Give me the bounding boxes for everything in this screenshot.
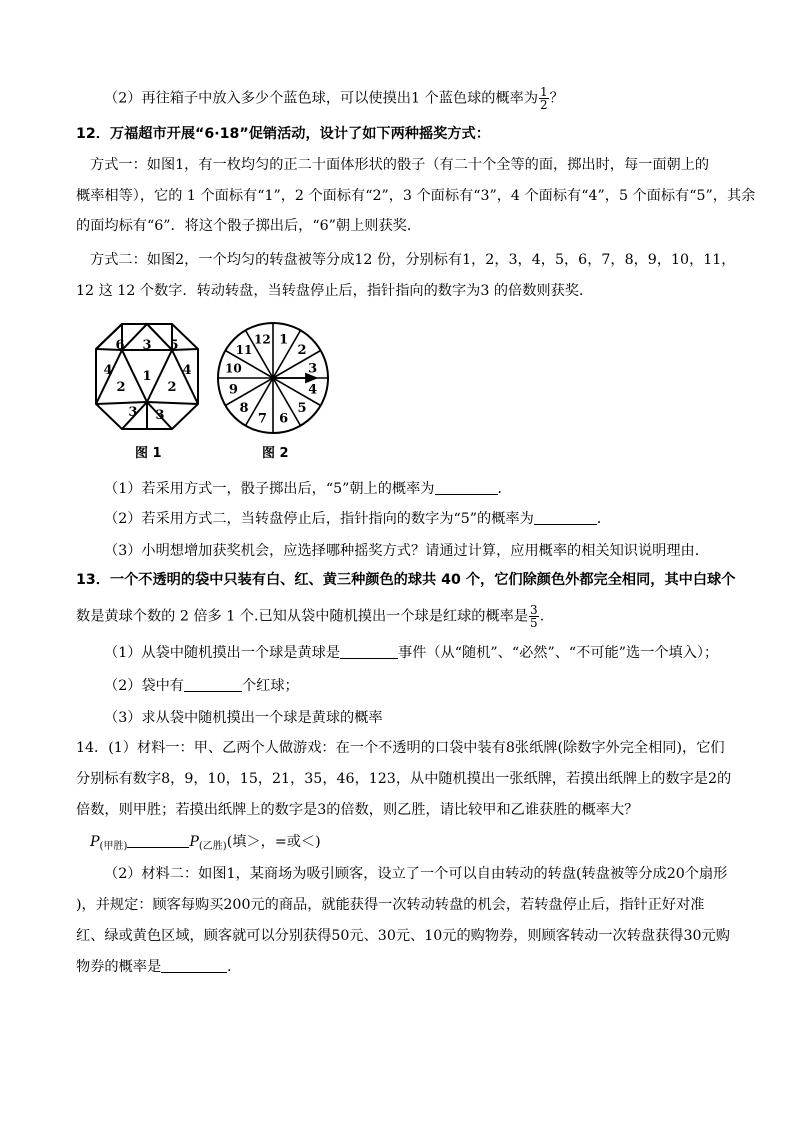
q13-part1-text: （1）从袋中随机摸出一个球是黄球是 — [104, 645, 341, 661]
spinner-number: 12 — [254, 332, 271, 347]
q13-part2-text: （2）袋中有 — [104, 678, 184, 694]
q12-method2-line2: 12 这 12 个数字．转动转盘，当转盘停止后，指针指向的数字为3 的倍数则获奖． — [76, 283, 594, 299]
spinner-number: 3 — [308, 361, 318, 377]
fig1-num: 4 — [103, 363, 113, 378]
q13-part1-end: 事件（从“随机”、“必然”、“不可能”选一个填入）； — [398, 645, 719, 661]
q13-stem2-end: . — [539, 608, 545, 625]
q14-material2-end: ． — [227, 959, 242, 975]
q12-part1-text: （1）若采用方式一，骰子掷出后，“5”朝上的概率为 — [104, 481, 435, 497]
q12-part1-end: ． — [497, 481, 512, 497]
spinner-number: 11 — [235, 343, 253, 357]
spinner-number: 7 — [257, 411, 267, 427]
answer-blank[interactable] — [127, 833, 189, 848]
frac-numerator: 1 — [540, 85, 548, 99]
spinner-number: 8 — [239, 401, 249, 416]
spinner-number: 2 — [297, 343, 307, 358]
spinner-number: 6 — [279, 411, 289, 427]
spinner-number: 9 — [228, 382, 238, 398]
q13-part1 — [104, 643, 718, 663]
fig1-num: 3 — [142, 338, 152, 353]
q14-material2-line2: )，并规定：顾客每购买200元的商品，就能获得一次转动转盘的机会，若转盘停止后，指针正好对准 — [76, 897, 705, 913]
q12-part2-text: （2）若采用方式二，当转盘停止后，指针指向的数字为“5”的概率为 — [104, 511, 534, 527]
fig1-num: 3 — [128, 405, 138, 420]
fraction-three-fifths — [529, 604, 539, 629]
q13-stem-line2 — [76, 604, 544, 629]
q11-part2-line — [104, 86, 564, 111]
fig1-num: 1 — [142, 369, 152, 384]
q12-method1-line2: 概率相等），它的 1 个面标有“1”，2 个面标有“2”，3 个面标有“3”，4 个面标有“4”，5 个面标有“5”，其余 — [76, 188, 756, 204]
p-compare-tail: (填＞，=或＜) — [226, 834, 321, 850]
p-yi-symbol: P — [189, 834, 199, 850]
q13-part2 — [104, 676, 299, 696]
fig1-num: 5 — [169, 338, 179, 353]
q14-line3: 倍数，则甲胜；若摸出纸牌上的数字是3的倍数，则乙胜，请比较甲和乙谁获胜的概率大？ — [76, 802, 639, 818]
q12-part1 — [104, 479, 512, 499]
frac-denominator: 2 — [540, 98, 548, 112]
frac-numerator: 3 — [530, 603, 538, 617]
fig1-num: 2 — [167, 380, 177, 395]
answer-blank[interactable] — [435, 480, 498, 495]
q12-stem: 12．万福超市开展“6·18”促销活动，设计了如下两种摇奖方式： — [76, 126, 490, 142]
figure1-caption: 图 1 — [135, 446, 162, 461]
answer-blank[interactable] — [340, 644, 398, 659]
q12-method1-line1: 方式一：如图1，有一枚均匀的正二十面体形状的骰子（有二十个全等的面，掷出时，每一面朝上的 — [90, 157, 710, 173]
q13-stem2-text: 数是黄球个数的 2 倍多 1 个.已知从袋中随机摸出一个球是红球的概率是 — [76, 608, 529, 625]
fig1-num: 4 — [182, 363, 192, 378]
answer-blank[interactable] — [534, 510, 597, 525]
q13-part2-end: 个红球； — [241, 678, 299, 694]
spinner-number: 5 — [297, 401, 307, 416]
figure2-caption: 图 2 — [262, 446, 289, 461]
q12-part2 — [104, 509, 611, 529]
p-yi-subscript: (乙胜) — [198, 841, 227, 852]
q14-line2: 分别标有数字8，9，10，15，21，35，46，123，从中随机摸出一张纸牌，若摸出纸牌上的数字是2的 — [76, 771, 732, 787]
p-jia-symbol: P — [90, 834, 100, 850]
spinner-number: 1 — [279, 332, 289, 348]
fraction-one-half — [539, 86, 549, 111]
q14-material2-line1: （2）材料二：如图1，某商场为吸引顾客，设立了一个可以自由转动的转盘(转盘被等分成20个扇形 — [104, 866, 728, 882]
q14-material2-line3: 红、绿或黄色区域，顾客就可以分别获得50元、30元、10元的购物券，则顾客转动一次转盘获得30元购 — [76, 928, 730, 944]
spinner-number: 4 — [308, 382, 318, 398]
spinner-number: 10 — [225, 361, 242, 376]
q12-part2-end: ． — [596, 511, 612, 527]
q11-part2-tail: ？ — [549, 90, 564, 107]
fig1-num: 6 — [115, 338, 125, 353]
q12-method2-line1: 方式二：如图2，一个均匀的转盘被等分成12 份，分别标有1，2，3，4，5，6，7，8，9，10，11， — [90, 252, 736, 268]
figure2-spinner — [206, 320, 340, 436]
figure1-icosahedron — [94, 322, 200, 434]
frac-denominator: 5 — [530, 616, 538, 630]
q14-line1: 14．(1）材料一：甲、乙两个人做游戏：在一个不透明的口袋中装有8张纸牌(除数字外完全相同)，它们 — [76, 740, 725, 756]
fig1-num: 2 — [116, 380, 126, 395]
q14-compare-line — [90, 832, 321, 857]
answer-blank[interactable] — [184, 677, 242, 692]
fig1-num: 3 — [155, 408, 165, 423]
q13-part3: （3）求从袋中随机摸出一个球是黄球的概率 — [104, 710, 383, 726]
q12-part3: （3）小明想增加获奖机会，应选择哪种摇奖方式？请通过计算，应用概率的相关知识说明理由． — [104, 543, 709, 559]
q12-method1-line3: 的面均标有“6”．将这个骰子掷出后，“6”朝上则获奖． — [76, 218, 422, 234]
q14-material2-line4-text: 物券的概率是 — [76, 959, 162, 975]
q13-stem-line1: 13．一个不透明的袋中只装有白、红、黄三种颜色的球共 40 个，它们除颜色外都完全相同，其中白球个 — [76, 572, 736, 588]
answer-blank[interactable] — [161, 958, 227, 973]
q14-material2-line4 — [76, 957, 241, 977]
p-jia-subscript: (甲胜) — [99, 841, 128, 852]
q11-part2-text: （2）再往箱子中放入多少个蓝色球，可以使摸出1 个蓝色球的概率为 — [104, 90, 539, 107]
